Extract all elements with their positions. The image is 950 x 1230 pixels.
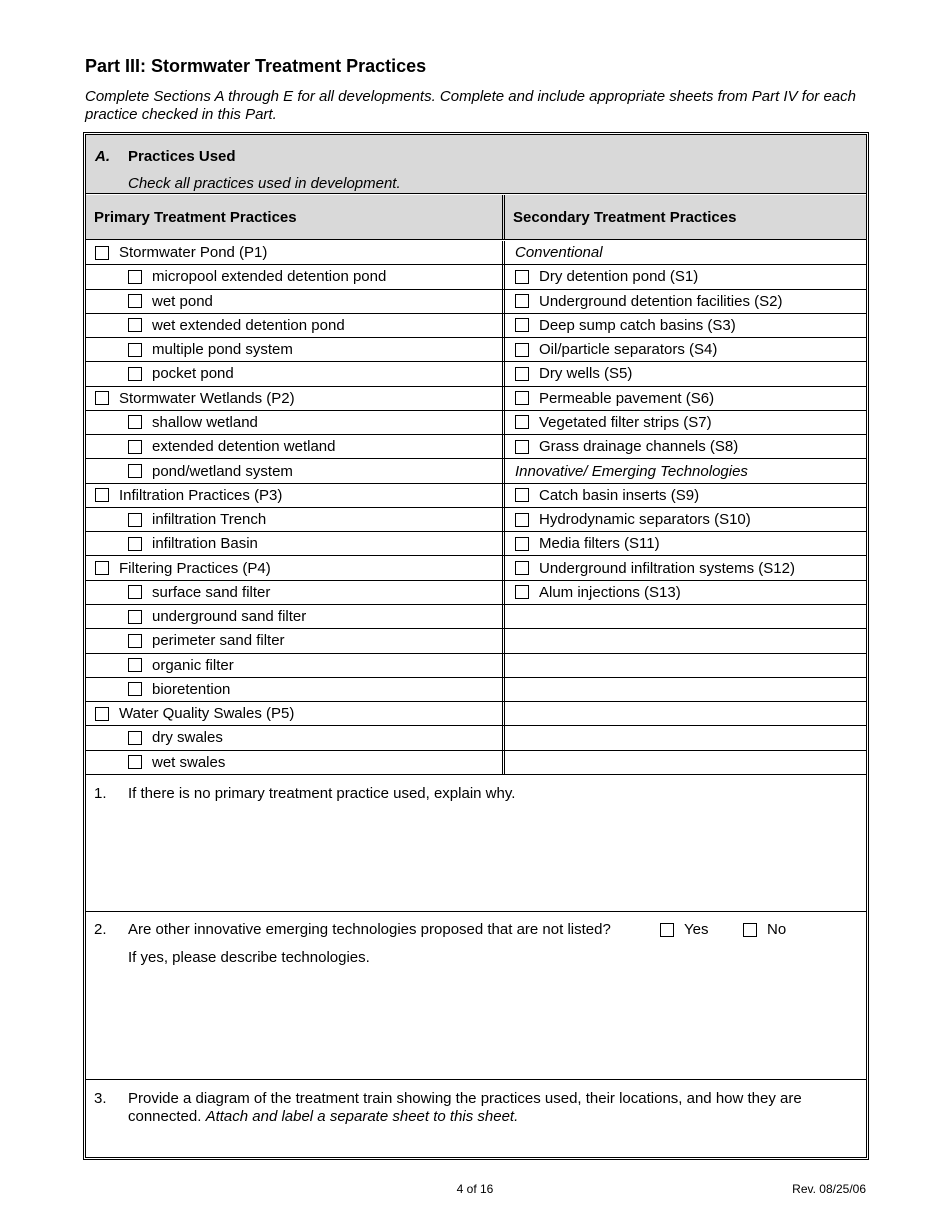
table-row (86, 751, 866, 775)
practice-label: wet extended detention pond (152, 316, 345, 334)
checkbox[interactable] (515, 537, 529, 551)
question-2[interactable] (86, 912, 866, 1080)
checkbox[interactable] (128, 658, 142, 672)
checkbox[interactable] (515, 343, 529, 357)
practice-label: shallow wetland (152, 413, 258, 431)
practice-label: pond/wetland system (152, 462, 293, 480)
form-frame (83, 132, 869, 1160)
checkbox[interactable] (128, 610, 142, 624)
table-row (86, 290, 866, 314)
checkbox[interactable] (128, 343, 142, 357)
table-row (86, 387, 866, 411)
table-row (86, 241, 866, 265)
checkbox[interactable] (128, 294, 142, 308)
checkbox[interactable] (515, 585, 529, 599)
checkbox[interactable] (515, 294, 529, 308)
checkbox[interactable] (515, 561, 529, 575)
yes-label: Yes (684, 921, 709, 938)
checkbox[interactable] (515, 488, 529, 502)
section-letter: A. (95, 148, 110, 165)
primary-column-header: Primary Treatment Practices (94, 209, 297, 226)
practice-label: bioretention (152, 680, 231, 698)
practice-label: infiltration Basin (152, 535, 258, 553)
practice-label: organic filter (152, 656, 234, 674)
question-number: 2. (94, 921, 107, 938)
practice-label: Media filters (S11) (539, 535, 660, 553)
table-row (86, 726, 866, 750)
checkbox[interactable] (95, 246, 109, 260)
column-headers (86, 195, 866, 240)
table-row (86, 484, 866, 508)
practice-label: perimeter sand filter (152, 632, 285, 650)
checkbox[interactable] (128, 585, 142, 599)
page-title: Part III: Stormwater Treatment Practices (85, 56, 427, 76)
checkbox[interactable] (128, 513, 142, 527)
no-checkbox[interactable] (743, 923, 757, 937)
question-3 (86, 1080, 866, 1157)
category-label: Innovative/ Emerging Technologies (515, 462, 748, 480)
practice-label: surface sand filter (152, 583, 271, 601)
question-text: If there is no primary treatment practice used, explain why. (128, 785, 516, 802)
question-1[interactable] (86, 775, 866, 912)
question-text-block (128, 1090, 848, 1126)
practice-label: underground sand filter (152, 608, 307, 626)
practice-label: extended detention wetland (152, 438, 336, 456)
section-title: Practices Used (128, 148, 236, 165)
practice-label: Stormwater Wetlands (P2) (119, 389, 295, 407)
table-row (86, 411, 866, 435)
practice-label: micropool extended detention pond (152, 268, 387, 286)
secondary-column-header: Secondary Treatment Practices (513, 209, 737, 226)
practice-label: wet swales (152, 753, 226, 771)
checkbox[interactable] (128, 440, 142, 454)
practice-label: Catch basin inserts (S9) (539, 486, 700, 504)
practice-label: Water Quality Swales (P5) (119, 705, 295, 723)
practice-label: Permeable pavement (S6) (539, 389, 715, 407)
practice-label: Vegetated filter strips (S7) (539, 413, 712, 431)
practice-label: Dry detention pond (S1) (539, 268, 699, 286)
checkbox[interactable] (128, 682, 142, 696)
checkbox[interactable] (128, 415, 142, 429)
table-row (86, 435, 866, 459)
yes-checkbox[interactable] (660, 923, 674, 937)
practice-label: wet pond (152, 292, 213, 310)
yes-option[interactable] (660, 921, 708, 938)
table-row (86, 581, 866, 605)
practice-label: dry swales (152, 729, 223, 747)
instructions: Complete Sections A through E for all developments. Complete and include appropriate sheets from Part IV for each practice checked in this Part. (85, 88, 856, 123)
table-row (86, 338, 866, 362)
checkbox[interactable] (95, 707, 109, 721)
checkbox[interactable] (128, 731, 142, 745)
table-row (86, 532, 866, 556)
checkbox[interactable] (128, 755, 142, 769)
practice-label: multiple pond system (152, 341, 293, 359)
practice-label: Hydrodynamic separators (S10) (539, 511, 751, 529)
question-text: Provide a diagram of the treatment train showing the practices used, their locations, and how they are connected. (128, 1090, 802, 1125)
checkbox[interactable] (128, 464, 142, 478)
table-row (86, 629, 866, 653)
practice-label: Stormwater Pond (P1) (119, 244, 268, 262)
question-text-italic: Attach and label a separate sheet to this sheet. (205, 1108, 519, 1125)
checkbox[interactable] (515, 318, 529, 332)
checkbox[interactable] (95, 391, 109, 405)
table-row (86, 314, 866, 338)
practice-label: Oil/particle separators (S4) (539, 341, 718, 359)
table-row (86, 556, 866, 580)
revision-date: Rev. 08/25/06 (792, 1182, 866, 1196)
table-row (86, 508, 866, 532)
practice-label: Deep sump catch basins (S3) (539, 316, 736, 334)
checkbox[interactable] (128, 270, 142, 284)
practice-label: Dry wells (S5) (539, 365, 633, 383)
checkbox[interactable] (515, 513, 529, 527)
checkbox[interactable] (515, 270, 529, 284)
question-text: Are other innovative emerging technologies proposed that are not listed? (128, 921, 611, 938)
category-label: Conventional (515, 244, 603, 262)
practice-label: Underground infiltration systems (S12) (539, 559, 795, 577)
checkbox[interactable] (515, 415, 529, 429)
practice-label: Underground detention facilities (S2) (539, 292, 783, 310)
checkbox[interactable] (515, 440, 529, 454)
question-number: 3. (94, 1090, 107, 1107)
table-row (86, 654, 866, 678)
page-number: 4 of 16 (456, 1182, 494, 1196)
practice-label: pocket pond (152, 365, 234, 383)
checkbox[interactable] (128, 634, 142, 648)
checkbox[interactable] (128, 318, 142, 332)
table-row (86, 678, 866, 702)
question-followup: If yes, please describe technologies. (128, 949, 370, 966)
checkbox[interactable] (128, 537, 142, 551)
practice-table (86, 241, 866, 775)
table-row (86, 265, 866, 289)
practice-label: infiltration Trench (152, 511, 267, 529)
checkbox[interactable] (128, 367, 142, 381)
no-label: No (767, 921, 787, 938)
checkbox[interactable] (515, 367, 529, 381)
section-subtitle: Check all practices used in development. (128, 175, 401, 192)
practice-label: Filtering Practices (P4) (119, 559, 271, 577)
practice-label: Grass drainage channels (S8) (539, 438, 739, 456)
checkbox[interactable] (95, 488, 109, 502)
practice-label: Infiltration Practices (P3) (119, 486, 283, 504)
checkbox[interactable] (515, 391, 529, 405)
table-row (86, 605, 866, 629)
practice-label: Alum injections (S13) (539, 583, 681, 601)
no-option[interactable] (743, 921, 786, 938)
table-row (86, 702, 866, 726)
question-number: 1. (94, 785, 107, 802)
table-row (86, 362, 866, 386)
table-row (86, 459, 866, 483)
section-a-header (86, 135, 866, 194)
checkbox[interactable] (95, 561, 109, 575)
